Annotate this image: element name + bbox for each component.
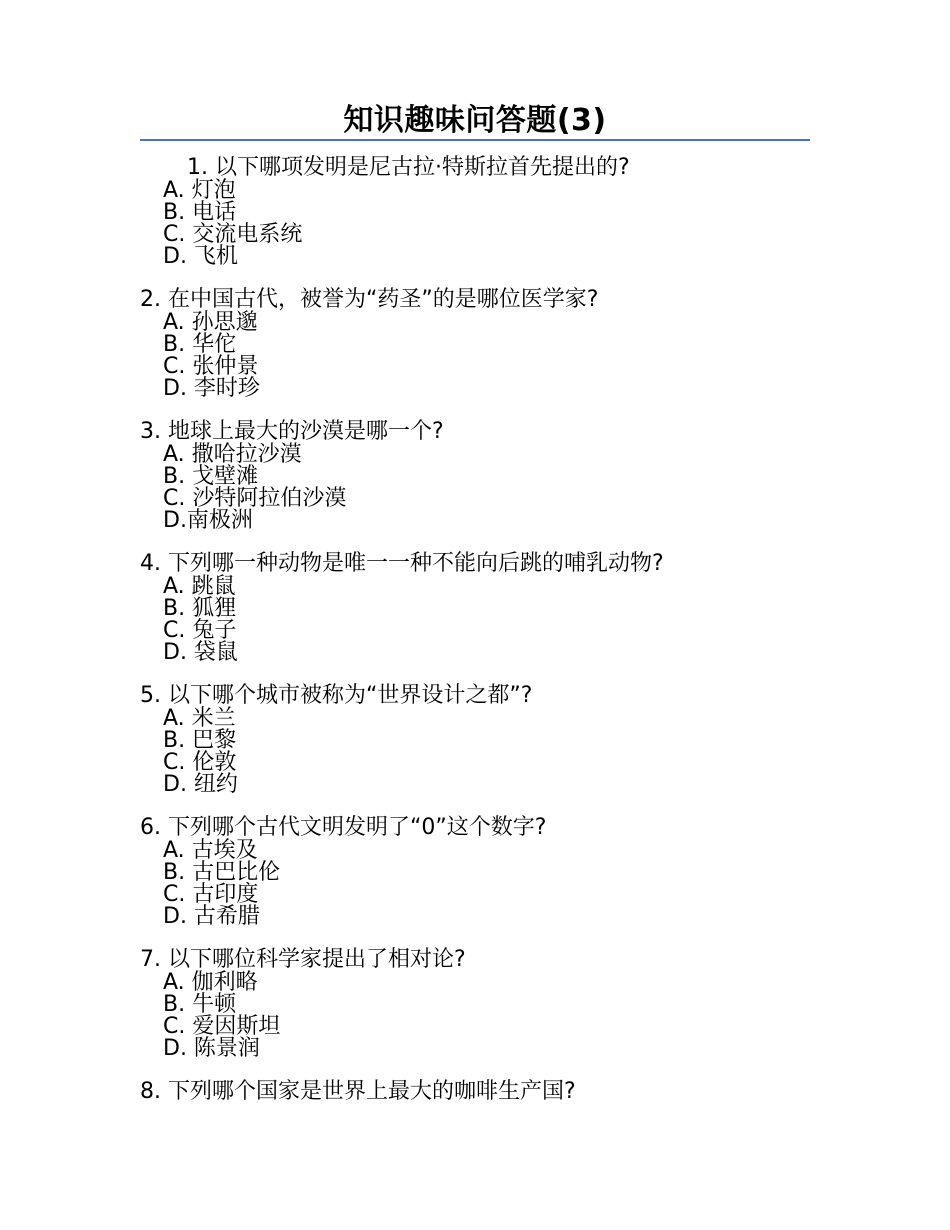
- question-text: 4. 下列哪一种动物是唯一一种不能向后跳的哺乳动物?: [140, 551, 664, 576]
- question-text: 6. 下列哪个古代文明发明了“0”这个数字?: [140, 815, 547, 840]
- option-d: D.南极洲: [163, 508, 253, 533]
- option-d: D. 纽约: [163, 772, 238, 797]
- options-list: [140, 180, 840, 268]
- document-title: 知识趣味问答题(3): [343, 103, 607, 138]
- option-b: B. 牛顿: [163, 992, 237, 1017]
- question-text: 3. 地球上最大的沙漠是哪一个?: [140, 419, 444, 444]
- question-4: [140, 552, 840, 664]
- option-a: A. 米兰: [163, 706, 236, 731]
- question-6: [140, 816, 840, 928]
- option-c: C. 交流电系统: [163, 222, 303, 247]
- option-d: D. 古希腊: [163, 904, 260, 929]
- option-a: A. 古埃及: [163, 838, 258, 863]
- question-text: 7. 以下哪位科学家提出了相对论?: [140, 947, 466, 972]
- option-b: B. 戈壁滩: [163, 464, 259, 489]
- option-a: A. 撒哈拉沙漠: [163, 442, 302, 467]
- option-c: C. 沙特阿拉伯沙漠: [163, 486, 347, 511]
- question-text: 5. 以下哪个城市被称为“世界设计之都”?: [140, 683, 533, 708]
- question-1: [140, 156, 840, 268]
- option-c: C. 古印度: [163, 882, 259, 907]
- question-2: [140, 288, 840, 400]
- options-list: [140, 576, 840, 664]
- option-d: D. 袋鼠: [163, 640, 238, 665]
- option-c: C. 张仲景: [163, 354, 259, 379]
- option-c: C. 爱因斯坦: [163, 1014, 281, 1039]
- option-b: B. 巴黎: [163, 728, 237, 753]
- question-7: [140, 948, 840, 1060]
- options-list: [140, 840, 840, 928]
- option-a: A. 孙思邈: [163, 310, 258, 335]
- option-a: A. 灯泡: [163, 178, 236, 203]
- options-list: [140, 972, 840, 1060]
- option-a: A. 伽利略: [163, 970, 258, 995]
- question-3: [140, 420, 840, 532]
- title-underline: [140, 139, 810, 141]
- option-b: B. 古巴比伦: [163, 860, 281, 885]
- option-b: B. 华佗: [163, 332, 237, 357]
- option-d: D. 李时珍: [163, 376, 260, 401]
- question-text: 2. 在中国古代，被誉为“药圣”的是哪位医学家?: [140, 287, 599, 312]
- question-text: 8. 下列哪个国家是世界上最大的咖啡生产国?: [140, 1079, 576, 1104]
- options-list: [140, 708, 840, 796]
- question-list: [140, 156, 840, 1124]
- question-5: [140, 684, 840, 796]
- question-text: 1. 以下哪项发明是尼古拉·特斯拉首先提出的?: [187, 155, 630, 180]
- options-list: [140, 444, 840, 532]
- option-c: C. 兔子: [163, 618, 237, 643]
- option-b: B. 电话: [163, 200, 237, 225]
- option-d: D. 陈景润: [163, 1036, 260, 1061]
- options-list: [140, 312, 840, 400]
- question-8: [140, 1080, 840, 1104]
- option-b: B. 狐狸: [163, 596, 237, 621]
- option-c: C. 伦敦: [163, 750, 237, 775]
- option-d: D. 飞机: [163, 244, 238, 269]
- option-a: A. 跳鼠: [163, 574, 236, 599]
